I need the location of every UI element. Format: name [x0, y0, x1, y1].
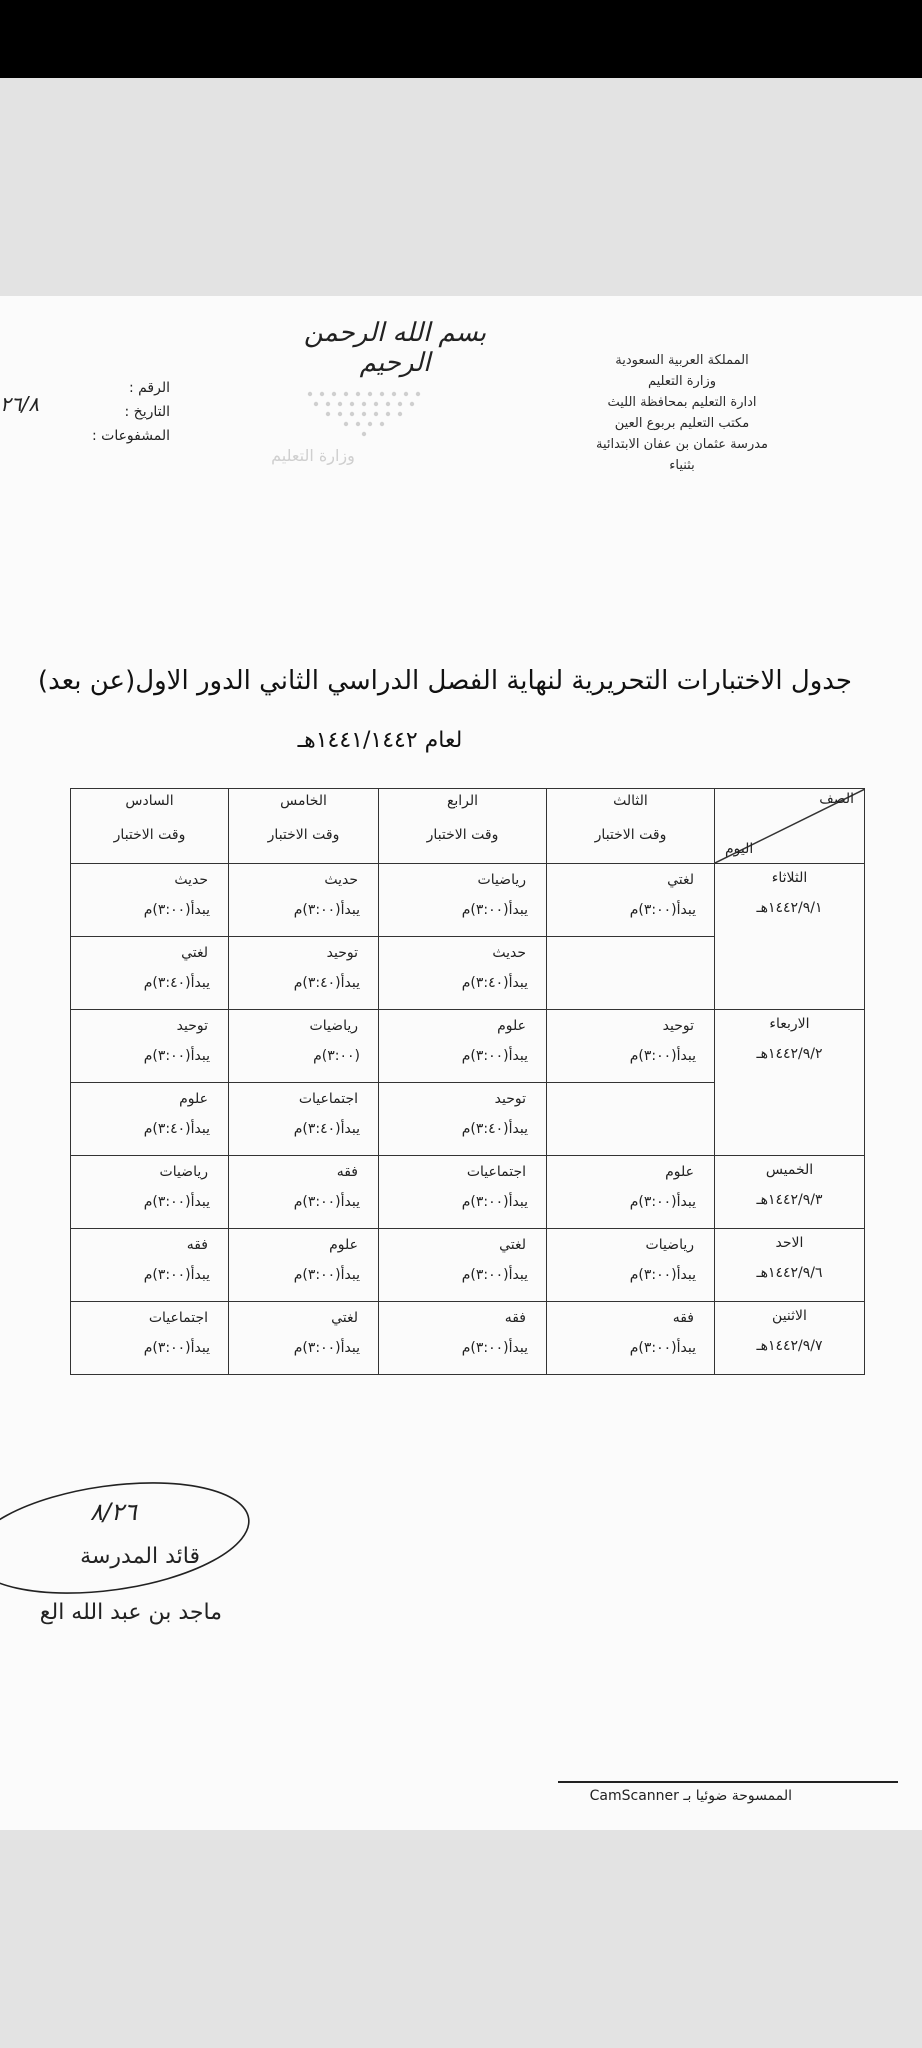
corner-day-label: اليوم: [725, 841, 754, 857]
exam-cell: [71, 1302, 229, 1375]
start-time: يبدأ(٣:٠٠)م: [629, 902, 696, 918]
start-time: يبدأ(٣:٤٠)م: [143, 1121, 210, 1137]
status-bar: [0, 0, 922, 78]
exam-cell: [229, 1010, 379, 1083]
subject: حديث: [174, 872, 208, 888]
header-line: ادارة التعليم بمحافظة الليث: [607, 395, 757, 410]
start-time: يبدأ(٣:٠٠)م: [461, 1048, 528, 1064]
attachments-label: المشفوعات :: [91, 428, 170, 444]
subject: حديث: [492, 945, 526, 961]
table-row: [71, 1156, 865, 1229]
day-date: ١٤٤٢/٩/٢هـ: [756, 1046, 823, 1062]
start-time: يبدأ(٣:٤٠)م: [461, 1121, 528, 1137]
column-header: [229, 789, 379, 864]
exam-cell: [229, 1302, 379, 1375]
exam-cell: [379, 1010, 547, 1083]
subject: علوم: [179, 1091, 208, 1107]
exam-cell: [379, 1083, 547, 1156]
subject: لغتي: [667, 872, 694, 888]
subject: رياضيات: [645, 1237, 694, 1253]
start-time: يبدأ(٣:٠٠)م: [629, 1194, 696, 1210]
table-header-row: [71, 789, 865, 864]
day-name: الخميس: [765, 1162, 814, 1178]
exam-schedule-table: [70, 788, 865, 1375]
header-line: مدرسة عثمان بن عفان الابتدائية: [595, 437, 769, 452]
subject: توحيد: [494, 1091, 526, 1107]
reference-block: [40, 376, 170, 448]
subject: علوم: [497, 1018, 526, 1034]
grade-name: الرابع: [446, 793, 479, 809]
exam-cell: [547, 937, 715, 1010]
day-name: الاثنين: [772, 1308, 807, 1324]
subject: علوم: [665, 1164, 694, 1180]
ministry-logo-dots: [300, 388, 430, 442]
corner-grade-label: الصف: [819, 791, 854, 807]
table-row: [71, 864, 865, 937]
signature-number: ٨/٢٦: [90, 1498, 137, 1526]
scanned-document: [0, 296, 922, 1830]
handwritten-date: ٢٦/٨: [0, 392, 39, 416]
start-time: يبدأ(٣:٠٠)م: [293, 902, 360, 918]
exam-cell: [379, 937, 547, 1010]
exam-cell: [547, 1156, 715, 1229]
start-time: يبدأ(٣:٠٠)م: [143, 1194, 210, 1210]
day-cell: [715, 1156, 865, 1229]
subject: رياضيات: [309, 1018, 358, 1034]
subject: توحيد: [326, 945, 358, 961]
start-time: يبدأ(٣:٠٠)م: [629, 1340, 696, 1356]
day-name: الاحد: [775, 1235, 804, 1251]
table-row: [71, 1302, 865, 1375]
day-date: ١٤٤٢/٩/٦هـ: [756, 1265, 823, 1281]
exam-cell: [547, 1083, 715, 1156]
subject: فقه: [504, 1310, 526, 1326]
column-header: [71, 789, 229, 864]
subject: علوم: [329, 1237, 358, 1253]
ministry-logo-text: وزارة التعليم: [271, 446, 355, 465]
start-time: يبدأ(٣:٠٠)م: [293, 1340, 360, 1356]
start-time: يبدأ(٣:٠٠)م: [143, 1267, 210, 1283]
subject: توحيد: [662, 1018, 694, 1034]
start-time: يبدأ(٣:٠٠)م: [629, 1048, 696, 1064]
exam-time-label: وقت الاختبار: [267, 827, 340, 843]
day-cell: [715, 1010, 865, 1156]
start-time: يبدأ(٣:٠٠)م: [461, 902, 528, 918]
exam-cell: [71, 1156, 229, 1229]
subject: لغتي: [181, 945, 208, 961]
day-cell: [715, 1302, 865, 1375]
signature-block: [0, 1476, 260, 1656]
subject: لغتي: [331, 1310, 358, 1326]
day-name: الثلاثاء: [771, 870, 808, 886]
exam-cell: [379, 1302, 547, 1375]
start-time: يبدأ(٣:٠٠)م: [143, 902, 210, 918]
exam-time-label: وقت الاختبار: [594, 827, 667, 843]
principal-name: ماجد بن عبد الله الع: [39, 1600, 222, 1625]
subject: فقه: [186, 1237, 208, 1253]
subject: اجتماعيات: [148, 1310, 208, 1326]
exam-cell: [379, 864, 547, 937]
column-header: [379, 789, 547, 864]
day-date: ١٤٤٢/٩/٣هـ: [756, 1192, 823, 1208]
exam-cell: [229, 864, 379, 937]
exam-time-label: وقت الاختبار: [426, 827, 499, 843]
exam-cell: [71, 1229, 229, 1302]
date-label: التاريخ :: [124, 404, 170, 420]
exam-cell: [547, 864, 715, 937]
exam-cell: [71, 937, 229, 1010]
day-date: ١٤٤٢/٩/١هـ: [756, 900, 823, 916]
grade-name: الثالث: [613, 793, 648, 809]
number-label: الرقم :: [128, 380, 170, 396]
exam-cell: [229, 1156, 379, 1229]
exam-cell: [71, 864, 229, 937]
document-title: جدول الاختبارات التحريرية لنهاية الفصل الدراسي الثاني الدور الاول(عن بعد): [37, 666, 852, 696]
subject: رياضيات: [159, 1164, 208, 1180]
exam-cell: [71, 1083, 229, 1156]
exam-cell: [547, 1010, 715, 1083]
start-time: يبدأ(٣:٠٠)م: [143, 1340, 210, 1356]
exam-cell: [547, 1302, 715, 1375]
day-name: الاربعاء: [769, 1016, 810, 1032]
exam-cell: [379, 1229, 547, 1302]
start-time: يبدأ(٣:٠٠)م: [461, 1194, 528, 1210]
grade-name: الخامس: [280, 793, 327, 809]
header-line: بثنياء: [669, 458, 695, 473]
grade-name: السادس: [125, 793, 174, 809]
subject: حديث: [324, 872, 358, 888]
day-date: ١٤٤٢/٩/٧هـ: [756, 1338, 823, 1354]
institution-header: [552, 350, 812, 476]
start-time: يبدأ(٣:٠٠)م: [461, 1340, 528, 1356]
corner-cell: [715, 789, 865, 864]
subject: اجتماعيات: [466, 1164, 526, 1180]
column-header: [547, 789, 715, 864]
day-cell: [715, 864, 865, 1010]
header-line: وزارة التعليم: [647, 374, 717, 389]
exam-cell: [71, 1010, 229, 1083]
exam-cell: [379, 1156, 547, 1229]
exam-cell: [229, 1229, 379, 1302]
header-line: مكتب التعليم بربوع العين: [614, 416, 750, 431]
start-time: يبدأ(٣:٠٠)م: [629, 1267, 696, 1283]
document-subtitle: لعام ١٤٤١/١٤٤٢هـ: [297, 728, 463, 753]
subject: فقه: [672, 1310, 694, 1326]
footer-divider: [558, 1781, 898, 1783]
subject: فقه: [336, 1164, 358, 1180]
exam-cell: [229, 937, 379, 1010]
basmala: بسم الله الرحمن الرحيم: [303, 318, 487, 378]
start-time: يبدأ(٣:٤٠)م: [293, 975, 360, 991]
subject: اجتماعيات: [298, 1091, 358, 1107]
table-row: [71, 1010, 865, 1083]
start-time: يبدأ(٣:٠٠)م: [143, 1048, 210, 1064]
exam-cell: [547, 1229, 715, 1302]
day-cell: [715, 1229, 865, 1302]
subject: رياضيات: [477, 872, 526, 888]
start-time: يبدأ(٣:٤٠)م: [461, 975, 528, 991]
start-time: يبدأ(٣:٠٠)م: [293, 1194, 360, 1210]
exam-cell: [229, 1083, 379, 1156]
header-line: المملكة العربية السعودية: [615, 353, 749, 368]
start-time: يبدأ(٣:٤٠)م: [143, 975, 210, 991]
start-time: يبدأ(٣:٠٠)م: [293, 1267, 360, 1283]
start-time: (٣:٠٠)م: [313, 1048, 360, 1064]
subject: لغتي: [499, 1237, 526, 1253]
exam-time-label: وقت الاختبار: [113, 827, 186, 843]
table-row: [71, 1229, 865, 1302]
scanner-watermark: الممسوحة ضوئيا بـ CamScanner: [589, 1788, 792, 1804]
subject: توحيد: [176, 1018, 208, 1034]
start-time: يبدأ(٣:٤٠)م: [293, 1121, 360, 1137]
start-time: يبدأ(٣:٠٠)م: [461, 1267, 528, 1283]
principal-title: قائد المدرسة: [80, 1544, 200, 1569]
